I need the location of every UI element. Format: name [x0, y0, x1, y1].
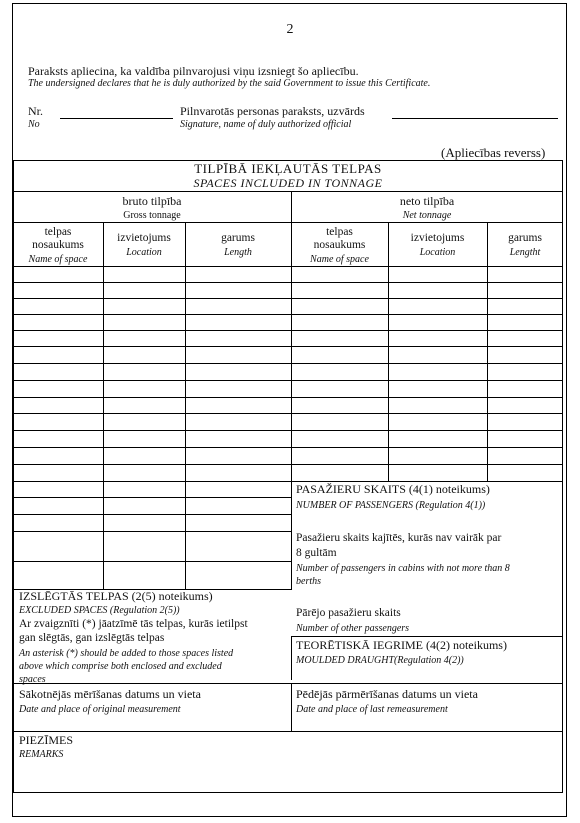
- row-line: [13, 464, 563, 465]
- draught-title-lv: TEORĒTISKĀ IEGRIME (4(2) noteikums): [296, 638, 507, 652]
- row-line: [13, 314, 563, 315]
- row-line: [13, 447, 563, 448]
- row-line: [13, 497, 291, 498]
- number-field-line[interactable]: [60, 118, 173, 119]
- draught-divider: [291, 636, 563, 637]
- excluded-title-lv: IZSLĒGTĀS TELPAS (2(5) noteikums): [19, 589, 213, 603]
- net-col-name-lv1: telpas: [326, 226, 353, 238]
- net-tonnage-lv: neto tilpība: [399, 194, 455, 208]
- subheader-divider: [13, 222, 563, 223]
- original-measurement-lv: Sākotnējās mērīšanas datums un vieta: [19, 687, 201, 701]
- col-line-2: [185, 222, 186, 590]
- row-line: [13, 330, 563, 331]
- row-line: [13, 514, 291, 515]
- signature-label-en: Signature, name of duly authorized official: [180, 119, 352, 130]
- passengers-cabins-lv-2: 8 gultām: [296, 547, 337, 559]
- col-line-1: [103, 222, 104, 590]
- gross-col-length-lv: garums: [221, 232, 255, 244]
- passengers-cabins-en-2: berths: [296, 576, 321, 587]
- gross-tonnage-lv: bruto tilpība: [122, 194, 182, 208]
- gross-col-length-en: Length: [224, 247, 252, 258]
- declaration-lv: Paraksts apliecina, ka valdība pilnvarojusi viņu izsniegt šo apliecību.: [28, 64, 359, 78]
- remarks-divider: [13, 731, 563, 732]
- excluded-title-en: EXCLUDED SPACES (Regulation 2(5)): [19, 605, 180, 616]
- net-col-name-lv2: nosaukums: [313, 239, 366, 251]
- last-measurement-lv: Pēdējās pārmērīšanas datums un vieta: [296, 687, 478, 701]
- original-measurement-en: Date and place of original measurement: [19, 704, 181, 715]
- row-line: [13, 282, 563, 283]
- excluded-note-en-1: An asterisk (*) should be added to those spaces listed: [19, 648, 234, 659]
- excluded-note-en-2: above which comprise both enclosed and excluded: [19, 661, 222, 672]
- signature-label-lv: Pilnvarotās personas paraksts, uzvārds: [180, 104, 365, 118]
- remarks-lv: PIEZĪMES: [19, 733, 73, 747]
- declaration-en: The undersigned declares that he is duly authorized by the said Government to issue this Certificate.: [28, 78, 431, 89]
- remarks-en: REMARKS: [19, 749, 64, 760]
- col-line-3: [388, 222, 389, 482]
- left-right-divider-lower: [291, 636, 292, 680]
- spaces-title-lv: TILPĪBĀ IEKĻAUTĀS TELPAS: [194, 161, 382, 176]
- excluded-note-en-3: spaces: [19, 674, 46, 685]
- passengers-other-en: Number of other passengers: [296, 623, 410, 634]
- excluded-note-lv-1: Ar zvaigznīti (*) jāatzīmē tās telpas, kurās ietilpst: [19, 618, 248, 630]
- measure-divider: [291, 683, 292, 731]
- col-line-4: [487, 222, 488, 482]
- signature-field-line[interactable]: [392, 118, 558, 119]
- number-label-lv: Nr.: [28, 104, 43, 118]
- spaces-title-en: SPACES INCLUDED IN TONNAGE: [193, 176, 383, 190]
- gross-col-name-en: Name of space: [28, 254, 88, 265]
- net-col-length-en: Lengtht: [509, 247, 541, 258]
- passengers-title-lv: PASAŽIERU SKAITS (4(1) noteikums): [296, 482, 490, 496]
- net-col-name-en: Name of space: [310, 254, 369, 265]
- reverse-label: (Apliecības reverss): [441, 145, 546, 160]
- measurement-divider: [13, 683, 563, 684]
- row-line: [13, 561, 291, 562]
- row-line: [13, 298, 563, 299]
- page-number: 2: [286, 22, 294, 37]
- draught-title-en: MOULDED DRAUGHT(Regulation 4(2)): [296, 655, 464, 666]
- passengers-cabins-lv-1: Pasažieru skaits kajītēs, kurās nav vairāk par: [296, 532, 502, 544]
- gross-col-location-en: Location: [126, 247, 162, 258]
- row-line: [13, 346, 563, 347]
- passengers-other-lv: Pārējo pasažieru skaits: [296, 607, 401, 619]
- row-line: [13, 531, 291, 532]
- number-label-en: No: [28, 119, 40, 130]
- net-col-length-lv: garums: [508, 232, 542, 244]
- row-line: [13, 380, 563, 381]
- row-line: [13, 397, 563, 398]
- net-col-location-lv: izvietojums: [410, 232, 465, 244]
- title-divider: [13, 191, 563, 192]
- last-measurement-en: Date and place of last remeasurement: [296, 704, 448, 715]
- passengers-cabins-en-1: Number of passengers in cabins with not more than 8: [296, 563, 510, 574]
- gross-col-location-lv: izvietojums: [117, 232, 171, 244]
- net-col-location-en: Location: [419, 247, 456, 258]
- passengers-title-en: NUMBER OF PASSENGERS (Regulation 4(1)): [296, 500, 486, 511]
- row-line: [13, 266, 563, 267]
- gross-tonnage-en: Gross tonnage: [123, 210, 181, 221]
- gross-col-name-lv2: nosaukums: [32, 239, 84, 251]
- gross-col-name-lv1: telpas: [44, 226, 72, 238]
- row-line: [13, 363, 563, 364]
- excluded-note-lv-2: gan slēgtās, gan izslēgtās telpas: [19, 632, 165, 644]
- net-tonnage-en: Net tonnage: [402, 210, 452, 221]
- row-line: [13, 430, 563, 431]
- row-line: [13, 413, 563, 414]
